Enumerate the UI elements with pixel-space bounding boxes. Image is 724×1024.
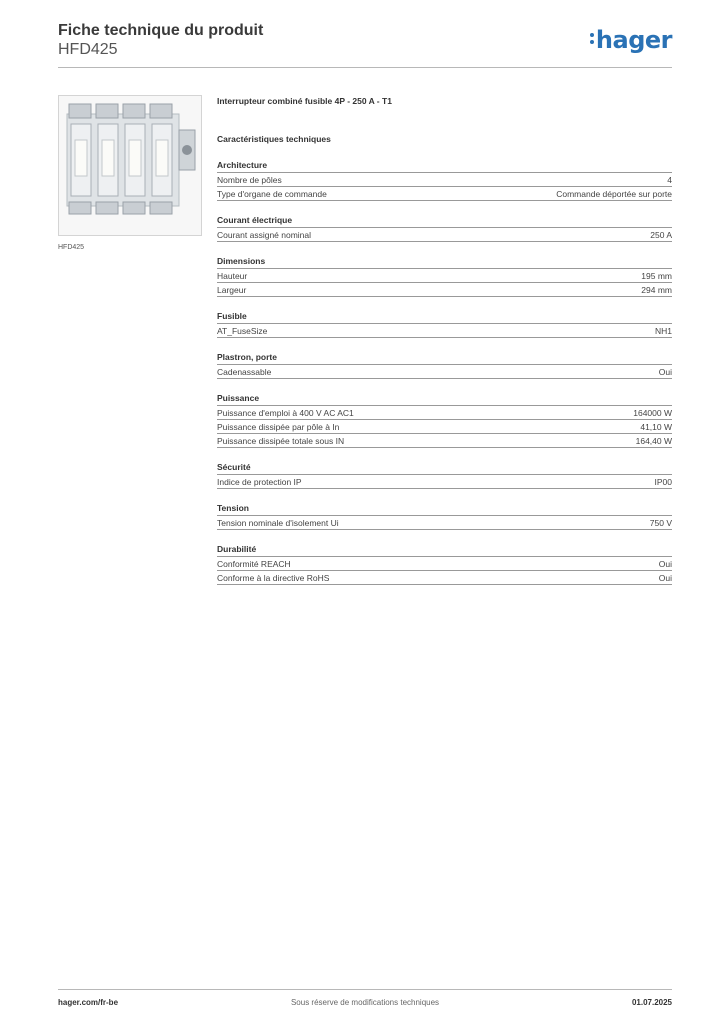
logo-colon-icon: [590, 30, 596, 47]
footer-notice: Sous réserve de modifications techniques: [290, 998, 440, 1007]
section-heading: Caractéristiques techniques: [217, 134, 331, 144]
spec-row: [217, 365, 672, 379]
product-image: [58, 95, 202, 236]
spec-row: [217, 324, 672, 338]
spec-group: [217, 544, 672, 585]
spec-label: Courant assigné nominal: [217, 230, 312, 240]
spec-value: 4: [667, 175, 672, 185]
spec-row: [217, 571, 672, 585]
spec-label: Indice de protection IP: [217, 477, 302, 487]
spec-group: [217, 311, 672, 338]
spec-label: Conformité REACH: [217, 559, 291, 569]
spec-label: Cadenassable: [217, 367, 272, 377]
spec-label: Type d'organe de commande: [217, 189, 327, 199]
spec-row: [217, 269, 672, 283]
spec-sheet: [217, 96, 672, 585]
footer-divider: [58, 989, 672, 990]
page-title: Fiche technique du produit: [58, 22, 264, 39]
spec-label: Puissance dissipée par pôle à In: [217, 422, 340, 432]
logo-text: hager: [595, 26, 672, 54]
spec-group-title: Plastron, porte: [217, 352, 672, 365]
spec-value: IP00: [654, 477, 672, 487]
spec-group: [217, 160, 672, 201]
spec-row: [217, 228, 672, 242]
spec-value: NH1: [654, 326, 672, 336]
spec-row: [217, 420, 672, 434]
product-reference: HFD425: [58, 41, 118, 58]
spec-row: [217, 434, 672, 448]
spec-group-title: Puissance: [217, 393, 672, 406]
spec-group-title: Sécurité: [217, 462, 672, 475]
spec-label: Puissance d'emploi à 400 V AC AC1: [217, 408, 354, 418]
spec-value: 41,10 W: [640, 422, 672, 432]
footer-date: 01.07.2025: [631, 998, 672, 1007]
spec-group: [217, 256, 672, 297]
page-footer: [58, 994, 672, 1008]
spec-label: Tension nominale d'isolement Ui: [217, 518, 339, 528]
spec-group-title: Fusible: [217, 311, 672, 324]
spec-value: 164,40 W: [635, 436, 672, 446]
spec-label: Hauteur: [217, 271, 248, 281]
spec-value: Commande déportée sur porte: [556, 189, 672, 199]
footer-website: hager.com/fr-be: [58, 998, 119, 1007]
spec-label: Largeur: [217, 285, 247, 295]
spec-group-title: Tension: [217, 503, 672, 516]
spec-value: Oui: [658, 367, 672, 377]
spec-group-title: Architecture: [217, 160, 672, 173]
hager-logo: [590, 26, 672, 54]
fuse-switch-icon: [59, 96, 201, 235]
spec-label: Puissance dissipée totale sous IN: [217, 436, 345, 446]
spec-value: 294 mm: [641, 285, 672, 295]
spec-group-title: Durabilité: [217, 544, 672, 557]
spec-label: Conforme à la directive RoHS: [217, 573, 330, 583]
spec-label: AT_FuseSize: [217, 326, 268, 336]
spec-group: [217, 462, 672, 489]
product-name: Interrupteur combiné fusible 4P - 250 A - T1: [217, 96, 392, 106]
spec-value: 250 A: [650, 230, 672, 240]
page-header: [58, 22, 672, 70]
spec-groups: [217, 160, 672, 585]
spec-value: 164000 W: [633, 408, 672, 418]
spec-value: 750 V: [649, 518, 672, 528]
spec-value: Oui: [658, 573, 672, 583]
spec-group: [217, 503, 672, 530]
spec-row: [217, 406, 672, 420]
spec-group-title: Dimensions: [217, 256, 672, 269]
spec-row: [217, 173, 672, 187]
spec-label: Nombre de pôles: [217, 175, 282, 185]
spec-row: [217, 516, 672, 530]
spec-row: [217, 475, 672, 489]
spec-group: [217, 215, 672, 242]
spec-value: Oui: [658, 559, 672, 569]
image-caption: HFD425: [58, 244, 85, 251]
spec-row: [217, 187, 672, 201]
spec-group: [217, 393, 672, 448]
spec-group: [217, 352, 672, 379]
header-divider: [58, 67, 672, 68]
spec-row: [217, 557, 672, 571]
spec-row: [217, 283, 672, 297]
spec-group-title: Courant électrique: [217, 215, 672, 228]
spec-value: 195 mm: [641, 271, 672, 281]
